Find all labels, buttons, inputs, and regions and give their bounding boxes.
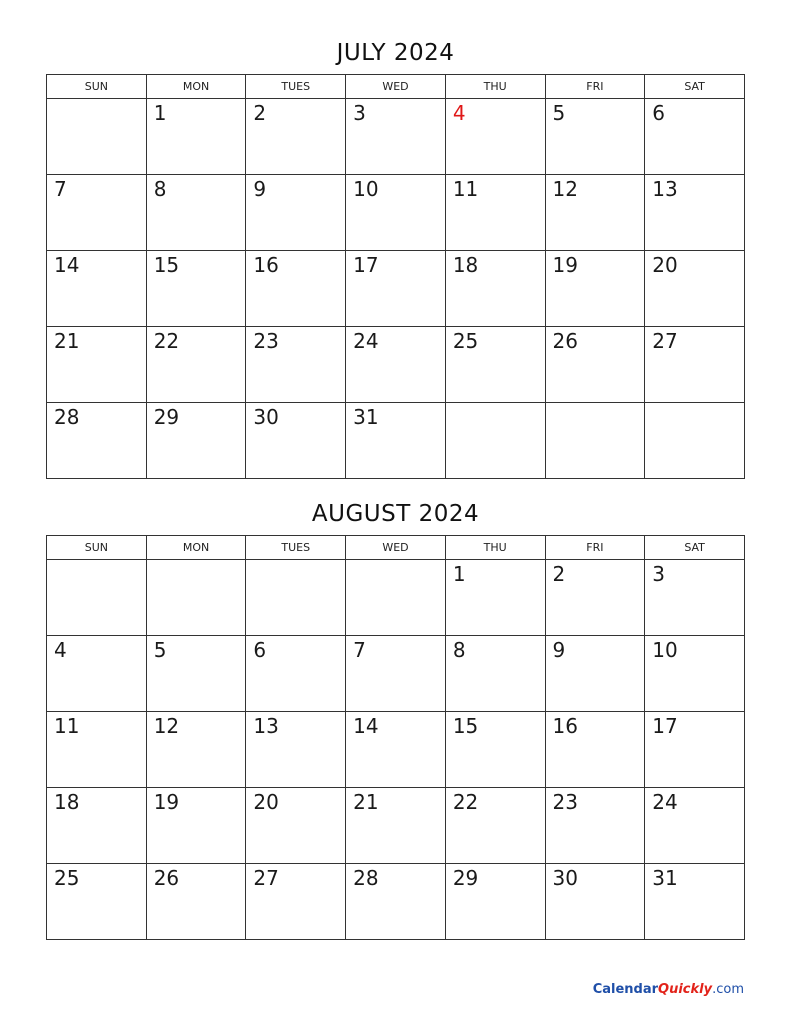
day-cell xyxy=(246,403,346,479)
day-number: 6 xyxy=(652,101,665,125)
weekday-header: TUES xyxy=(246,75,346,99)
day-number: 7 xyxy=(353,638,366,662)
day-cell xyxy=(246,327,346,403)
day-cell xyxy=(645,251,745,327)
day-cell xyxy=(545,712,645,788)
day-number: 23 xyxy=(253,329,279,353)
week-row xyxy=(47,403,745,479)
week-row xyxy=(47,560,745,636)
day-number: 9 xyxy=(552,638,566,662)
weekday-header: SUN xyxy=(47,75,147,99)
day-cell xyxy=(645,636,745,712)
day-number: 19 xyxy=(552,253,578,277)
empty-day-cell xyxy=(545,403,645,479)
day-cell xyxy=(445,251,545,327)
holiday-day-number: 4 xyxy=(452,101,466,125)
week-row xyxy=(47,712,745,788)
day-cell xyxy=(146,712,246,788)
day-cell xyxy=(146,327,246,403)
day-cell xyxy=(445,788,545,864)
day-cell xyxy=(445,327,545,403)
day-cell xyxy=(47,175,147,251)
day-number: 29 xyxy=(452,866,479,890)
day-number: 10 xyxy=(353,177,379,201)
august-calendar-grid xyxy=(46,535,745,940)
day-number: 12 xyxy=(552,177,578,201)
day-cell xyxy=(47,864,147,940)
weekday-header: SAT xyxy=(645,536,745,560)
day-cell xyxy=(545,99,645,175)
brand-logo[interactable] xyxy=(593,982,744,997)
weekday-header: FRI xyxy=(545,536,645,560)
weekday-header: WED xyxy=(346,75,446,99)
day-cell xyxy=(445,175,545,251)
day-number: 19 xyxy=(153,790,180,814)
day-number: 31 xyxy=(652,866,678,890)
week-row xyxy=(47,864,745,940)
day-number: 30 xyxy=(253,405,279,429)
july-month-title: JULY 2024 xyxy=(336,40,455,66)
day-number: 26 xyxy=(552,329,578,353)
weekday-header: SUN xyxy=(47,536,147,560)
day-cell xyxy=(545,560,645,636)
day-number: 15 xyxy=(153,253,180,277)
day-cell xyxy=(645,788,745,864)
day-number: 6 xyxy=(253,638,267,662)
day-cell xyxy=(246,175,346,251)
day-number: 31 xyxy=(353,405,379,429)
day-number: 13 xyxy=(652,177,678,201)
day-cell xyxy=(346,99,446,175)
day-number: 21 xyxy=(353,790,379,814)
empty-day-cell xyxy=(645,403,745,479)
empty-day-cell xyxy=(146,560,246,636)
day-number: 26 xyxy=(153,866,180,890)
weekday-header-row xyxy=(47,75,745,99)
day-cell xyxy=(146,636,246,712)
empty-day-cell xyxy=(47,560,147,636)
day-cell xyxy=(246,712,346,788)
day-cell xyxy=(346,327,446,403)
day-number: 7 xyxy=(54,177,67,201)
day-number: 23 xyxy=(552,790,578,814)
day-cell xyxy=(645,175,745,251)
day-cell xyxy=(645,864,745,940)
empty-day-cell xyxy=(445,403,545,479)
day-cell xyxy=(445,99,545,175)
day-cell xyxy=(545,175,645,251)
empty-day-cell xyxy=(246,560,346,636)
weekday-header: TUES xyxy=(246,536,346,560)
day-cell xyxy=(346,864,446,940)
day-cell xyxy=(645,99,745,175)
day-cell xyxy=(246,636,346,712)
day-number: 16 xyxy=(552,714,578,738)
day-cell xyxy=(47,712,147,788)
week-row xyxy=(47,251,745,327)
weekday-header: WED xyxy=(346,536,446,560)
weekday-header: FRI xyxy=(545,75,645,99)
day-cell xyxy=(346,712,446,788)
day-number: 27 xyxy=(652,329,678,353)
day-number: 2 xyxy=(253,101,267,125)
day-cell xyxy=(545,251,645,327)
day-number: 25 xyxy=(54,866,80,890)
day-cell xyxy=(246,864,346,940)
day-cell xyxy=(346,403,446,479)
day-number: 29 xyxy=(153,405,180,429)
day-cell xyxy=(47,327,147,403)
day-number: 24 xyxy=(652,790,678,814)
day-cell xyxy=(47,251,147,327)
weekday-header: MON xyxy=(146,536,246,560)
day-cell xyxy=(545,327,645,403)
day-cell xyxy=(545,864,645,940)
day-number: 8 xyxy=(452,638,466,662)
day-cell xyxy=(346,175,446,251)
day-number: 16 xyxy=(253,253,279,277)
day-number: 17 xyxy=(652,714,678,738)
empty-day-cell xyxy=(47,99,147,175)
day-number: 20 xyxy=(253,790,279,814)
day-cell xyxy=(645,560,745,636)
day-number: 24 xyxy=(353,329,379,353)
day-cell xyxy=(645,712,745,788)
week-row xyxy=(47,636,745,712)
day-number: 25 xyxy=(452,329,479,353)
day-number: 3 xyxy=(652,562,665,586)
brand-logo-part1: Calendar xyxy=(592,982,659,997)
day-cell xyxy=(146,99,246,175)
day-number: 5 xyxy=(153,638,167,662)
day-cell xyxy=(346,251,446,327)
weekday-header-row xyxy=(47,536,745,560)
day-cell xyxy=(545,788,645,864)
day-cell xyxy=(346,636,446,712)
day-cell xyxy=(445,712,545,788)
day-cell xyxy=(47,636,147,712)
day-cell xyxy=(146,864,246,940)
day-number: 22 xyxy=(452,790,479,814)
day-cell xyxy=(445,864,545,940)
day-number: 28 xyxy=(54,405,80,429)
day-cell xyxy=(545,636,645,712)
weekday-header: SAT xyxy=(645,75,745,99)
july-calendar-grid xyxy=(46,74,745,479)
day-cell xyxy=(146,175,246,251)
week-row xyxy=(47,99,745,175)
brand-logo-part2: Quickly xyxy=(658,982,713,997)
day-cell xyxy=(146,788,246,864)
day-cell xyxy=(445,636,545,712)
week-rows xyxy=(47,560,745,940)
day-number: 21 xyxy=(54,329,80,353)
day-cell xyxy=(246,99,346,175)
week-row xyxy=(47,788,745,864)
day-cell xyxy=(47,788,147,864)
day-number: 9 xyxy=(253,177,267,201)
weekday-header: THU xyxy=(445,75,545,99)
week-rows xyxy=(47,99,745,479)
day-number: 30 xyxy=(552,866,578,890)
day-number: 18 xyxy=(452,253,479,277)
day-number: 20 xyxy=(652,253,678,277)
day-number: 13 xyxy=(253,714,279,738)
day-number: 10 xyxy=(652,638,678,662)
day-number: 8 xyxy=(153,177,167,201)
day-cell xyxy=(445,560,545,636)
day-number: 18 xyxy=(54,790,80,814)
day-number: 5 xyxy=(552,101,566,125)
august-month-title: AUGUST 2024 xyxy=(311,501,480,527)
day-number: 11 xyxy=(54,714,80,738)
week-row xyxy=(47,327,745,403)
day-number: 11 xyxy=(452,177,479,201)
day-number: 28 xyxy=(353,866,379,890)
day-number: 27 xyxy=(253,866,279,890)
day-number: 22 xyxy=(153,329,180,353)
day-cell xyxy=(246,251,346,327)
day-cell xyxy=(146,251,246,327)
day-cell xyxy=(645,327,745,403)
day-cell xyxy=(246,788,346,864)
brand-logo-part3: .com xyxy=(712,982,744,997)
day-cell xyxy=(47,403,147,479)
day-number: 4 xyxy=(54,638,67,662)
day-number: 2 xyxy=(552,562,566,586)
empty-day-cell xyxy=(346,560,446,636)
weekday-header: THU xyxy=(445,536,545,560)
day-number: 14 xyxy=(54,253,80,277)
day-number: 15 xyxy=(452,714,479,738)
day-number: 3 xyxy=(353,101,366,125)
weekday-header: MON xyxy=(146,75,246,99)
day-number: 17 xyxy=(353,253,379,277)
day-number: 1 xyxy=(153,101,167,125)
day-cell xyxy=(146,403,246,479)
day-number: 1 xyxy=(452,562,466,586)
day-number: 14 xyxy=(353,714,379,738)
week-row xyxy=(47,175,745,251)
day-number: 12 xyxy=(153,714,180,738)
day-cell xyxy=(346,788,446,864)
